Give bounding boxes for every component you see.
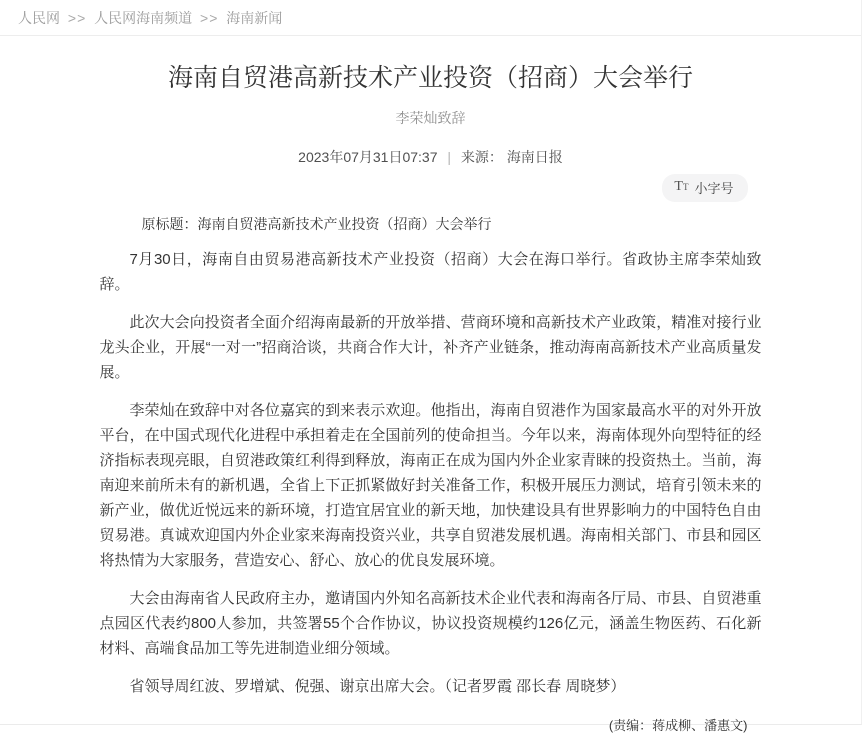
- article-paragraph: 李荣灿在致辞中对各位嘉宾的到来表示欢迎。他指出，海南自贸港作为国家最高水平的对外开放平台，在中国式现代化进程中承担着走在全国前列的使命担当。今年以来，海南体现外向型特征的经济指标表现亮眼，自贸港政策红利得到释放，海南正在成为国内外企业家青睐的投资热土。当前，海南迎来前所未有的新机遇，全省上下正抓紧做好封关准备工作，积极开展压力测试，培育引领未来的新产业，做优近悦远来的新环境，打造宜居宜业的新天地，加快建设具有世界影响力的中国特色自由贸易港。真诚欢迎国内外企业家来海南投资兴业，共享自贸港发展机遇。海南相关部门、市县和园区将热情为大家服务，营造安心、舒心、放心的优良发展环境。: [99, 402, 762, 570]
- meta-separator: |: [447, 148, 452, 165]
- original-title-label: 原标题：: [141, 215, 198, 232]
- article-paragraph: 7月30日，海南自由贸易港高新技术产业投资（招商）大会在海口举行。省政协主席李荣灿致辞。: [99, 251, 762, 294]
- article-toolbar: [100, 174, 762, 200]
- breadcrumb-link-peoplecn[interactable]: 人民网: [18, 10, 60, 26]
- font-size-icon: [674, 179, 688, 195]
- breadcrumb-link-hainan-news[interactable]: 海南新闻: [226, 10, 283, 26]
- font-size-label: 小字号: [694, 180, 734, 196]
- breadcrumb: [0, 0, 861, 35]
- article-meta: [100, 147, 762, 167]
- font-size-button[interactable]: [662, 174, 747, 202]
- article-paragraph: 大会由海南省人民政府主办，邀请国内外知名高新技术企业代表和海南各厅局、市县、自贸港重点园区代表约800人参加，共签署55个合作协议，协议投资规模约126亿元，涵盖生物医药、石化新材料、高端食品加工等先进制造业细分领域。: [99, 590, 762, 658]
- original-title-text: 海南自贸港高新技术产业投资（招商）大会举行: [197, 215, 492, 232]
- editor-credits: (责编：蒋成柳、潘惠文): [608, 718, 748, 734]
- article-title: 海南自贸港高新技术产业投资（招商）大会举行: [167, 64, 693, 93]
- breadcrumb-link-hainan-channel[interactable]: 人民网海南频道: [94, 10, 193, 26]
- publish-date: 2023年07月31日07:37: [298, 148, 438, 165]
- original-title-line: [100, 215, 762, 235]
- font-size-icon-large-t: T: [674, 179, 683, 195]
- font-size-icon-small-t: T: [682, 182, 689, 193]
- breadcrumb-separator: >>: [200, 10, 219, 26]
- article-subtitle: 李荣灿致辞: [395, 109, 466, 126]
- article: [100, 62, 762, 734]
- breadcrumb-separator: >>: [67, 10, 87, 26]
- source-name: 海南日报: [506, 148, 563, 165]
- source-label: 来源：: [460, 148, 503, 165]
- article-paragraph: 此次大会向投资者全面介绍海南最新的开放举措、营商环境和高新技术产业政策，精准对接行业龙头企业，开展“一对一”招商洽谈，共商合作大计，补齐产业链条，推动海南高新技术产业高质量发展。: [99, 314, 762, 382]
- article-paragraph: 省领导周红波、罗增斌、倪强、谢京出席大会。（记者罗霞 邵长春 周晓梦）: [129, 678, 626, 696]
- header-divider: [0, 35, 861, 36]
